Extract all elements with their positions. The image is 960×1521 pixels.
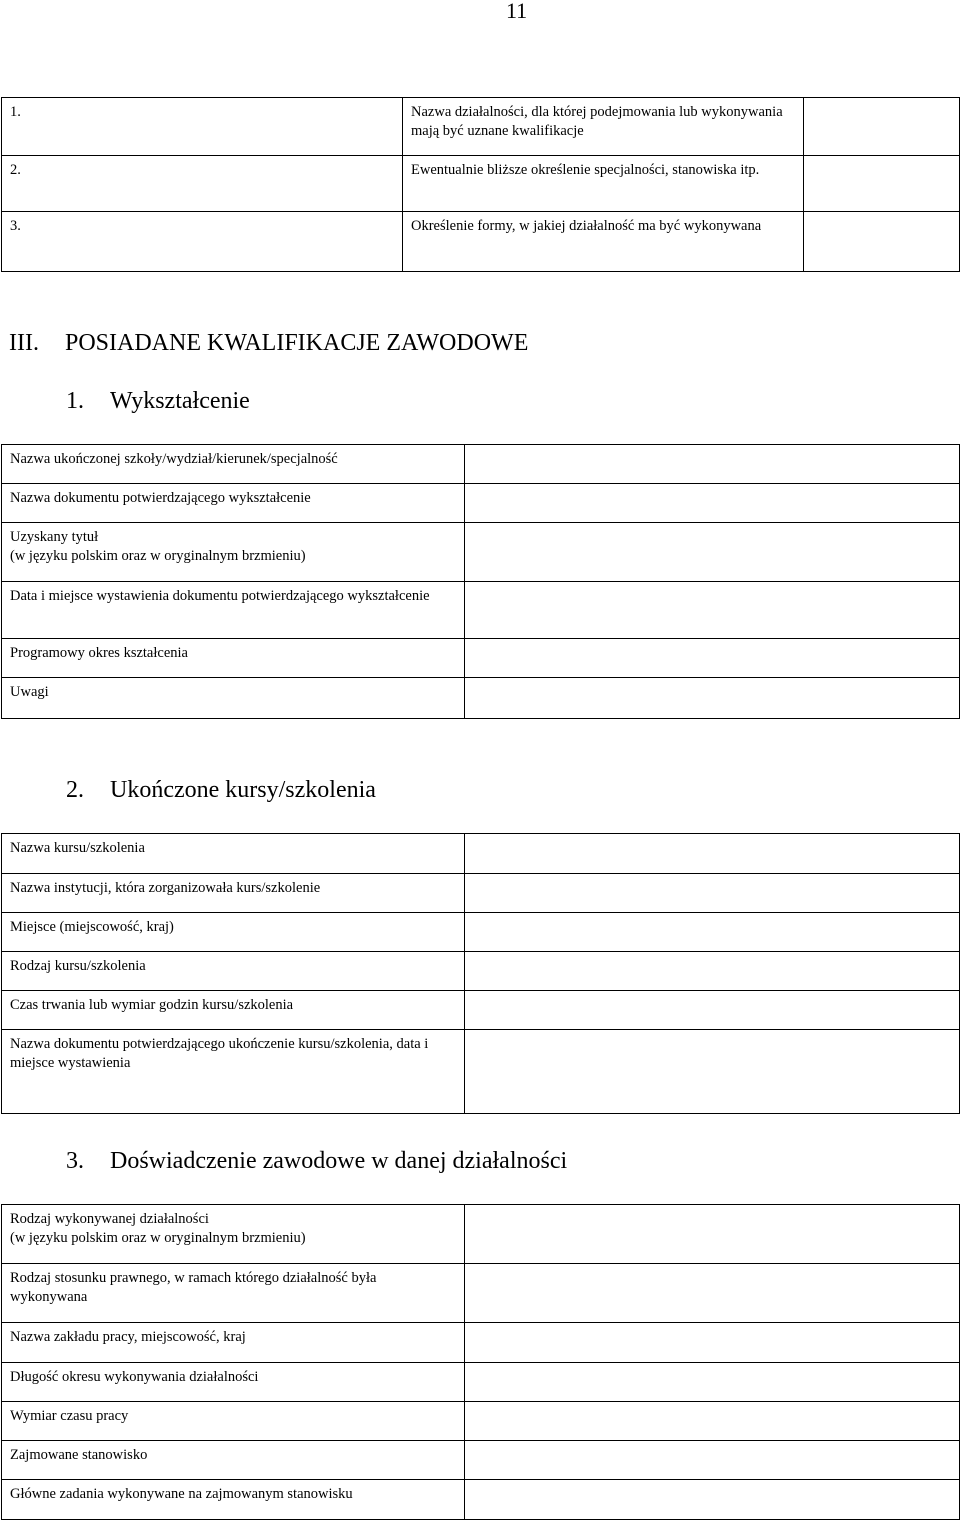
table-row — [2, 678, 960, 719]
subsection-title: Ukończone kursy/szkolenia — [110, 777, 376, 803]
table-row — [2, 1205, 960, 1264]
field-value[interactable] — [465, 484, 960, 523]
section-number: III. — [9, 330, 39, 356]
subsection-heading — [66, 1148, 567, 1175]
field-label: Zajmowane stanowisko — [2, 1441, 465, 1480]
field-label: Nazwa dokumentu potwierdzającego wykształcenie — [2, 484, 465, 523]
table-row — [2, 1264, 960, 1323]
field-label: Rodzaj stosunku prawnego, w ramach którego działalność była wykonywana — [2, 1264, 465, 1323]
table-row — [2, 913, 960, 952]
table-row — [2, 639, 960, 678]
table-row — [2, 952, 960, 991]
field-value[interactable] — [465, 834, 960, 874]
field-value[interactable] — [465, 874, 960, 913]
table-row — [2, 834, 960, 874]
field-label: Nazwa dokumentu potwierdzającego ukończenie kursu/szkolenia, data i miejsce wystawienia — [2, 1030, 465, 1114]
courses-table — [1, 833, 960, 1114]
field-value[interactable] — [465, 952, 960, 991]
field-label: Rodzaj kursu/szkolenia — [2, 952, 465, 991]
section-title: POSIADANE KWALIFIKACJE ZAWODOWE — [65, 330, 529, 356]
field-label: Czas trwania lub wymiar godzin kursu/szkolenia — [2, 991, 465, 1030]
field-value[interactable] — [465, 445, 960, 484]
field-label: Programowy okres kształcenia — [2, 639, 465, 678]
table-row — [2, 1030, 960, 1114]
field-label: Określenie formy, w jakiej działalność ma być wykonywana — [403, 212, 804, 272]
field-label: Data i miejsce wystawienia dokumentu potwierdzającego wykształcenie — [2, 582, 465, 639]
field-value[interactable] — [804, 212, 960, 272]
field-label: Długość okresu wykonywania działalności — [2, 1363, 465, 1402]
education-table — [1, 444, 960, 719]
field-value[interactable] — [465, 678, 960, 719]
activity-table — [1, 97, 960, 272]
subsection-heading — [66, 388, 250, 415]
field-value[interactable] — [465, 1441, 960, 1480]
experience-table — [1, 1204, 960, 1520]
field-value[interactable] — [465, 1363, 960, 1402]
table-row — [2, 445, 960, 484]
table-row — [2, 1363, 960, 1402]
table-row — [2, 991, 960, 1030]
table-row — [2, 1441, 960, 1480]
table-row — [2, 98, 960, 156]
field-value[interactable] — [465, 991, 960, 1030]
field-value[interactable] — [465, 1205, 960, 1264]
page-number: 11 — [506, 0, 528, 23]
field-label: Uwagi — [2, 678, 465, 719]
row-number: 1. — [2, 98, 403, 156]
field-label: Wymiar czasu pracy — [2, 1402, 465, 1441]
subsection-number: 1. — [66, 388, 84, 414]
field-value[interactable] — [465, 1323, 960, 1363]
field-label: Uzyskany tytuł (w języku polskim oraz w oryginalnym brzmieniu) — [2, 523, 465, 582]
section-heading — [9, 330, 528, 357]
field-label: Nazwa ukończonej szkoły/wydział/kierunek/specjalność — [2, 445, 465, 484]
field-value[interactable] — [465, 1030, 960, 1114]
field-value[interactable] — [465, 913, 960, 952]
field-label: Nazwa zakładu pracy, miejscowość, kraj — [2, 1323, 465, 1363]
field-value[interactable] — [804, 98, 960, 156]
field-value[interactable] — [465, 582, 960, 639]
subsection-title: Doświadczenie zawodowe w danej działalności — [110, 1148, 568, 1174]
field-value[interactable] — [465, 1402, 960, 1441]
table-row — [2, 874, 960, 913]
table-row — [2, 484, 960, 523]
field-value[interactable] — [465, 523, 960, 582]
table-row — [2, 1480, 960, 1520]
field-label: Nazwa działalności, dla której podejmowania lub wykonywania mają być uznane kwalifikacje — [403, 98, 804, 156]
field-label: Miejsce (miejscowość, kraj) — [2, 913, 465, 952]
field-label: Nazwa kursu/szkolenia — [2, 834, 465, 874]
field-label: Nazwa instytucji, która zorganizowała kurs/szkolenie — [2, 874, 465, 913]
field-value[interactable] — [465, 1264, 960, 1323]
row-number: 2. — [2, 156, 403, 212]
subsection-number: 2. — [66, 777, 84, 803]
subsection-heading — [66, 777, 376, 804]
row-number: 3. — [2, 212, 403, 272]
table-row — [2, 523, 960, 582]
field-value[interactable] — [465, 1480, 960, 1520]
subsection-title: Wykształcenie — [110, 388, 250, 414]
field-value[interactable] — [804, 156, 960, 212]
table-row — [2, 1323, 960, 1363]
table-row — [2, 212, 960, 272]
field-label: Główne zadania wykonywane na zajmowanym stanowisku — [2, 1480, 465, 1520]
field-value[interactable] — [465, 639, 960, 678]
table-row — [2, 156, 960, 212]
table-row — [2, 1402, 960, 1441]
subsection-number: 3. — [66, 1148, 84, 1174]
table-row — [2, 582, 960, 639]
field-label: Rodzaj wykonywanej działalności (w języku polskim oraz w oryginalnym brzmieniu) — [2, 1205, 465, 1264]
field-label: Ewentualnie bliższe określenie specjalności, stanowiska itp. — [403, 156, 804, 212]
